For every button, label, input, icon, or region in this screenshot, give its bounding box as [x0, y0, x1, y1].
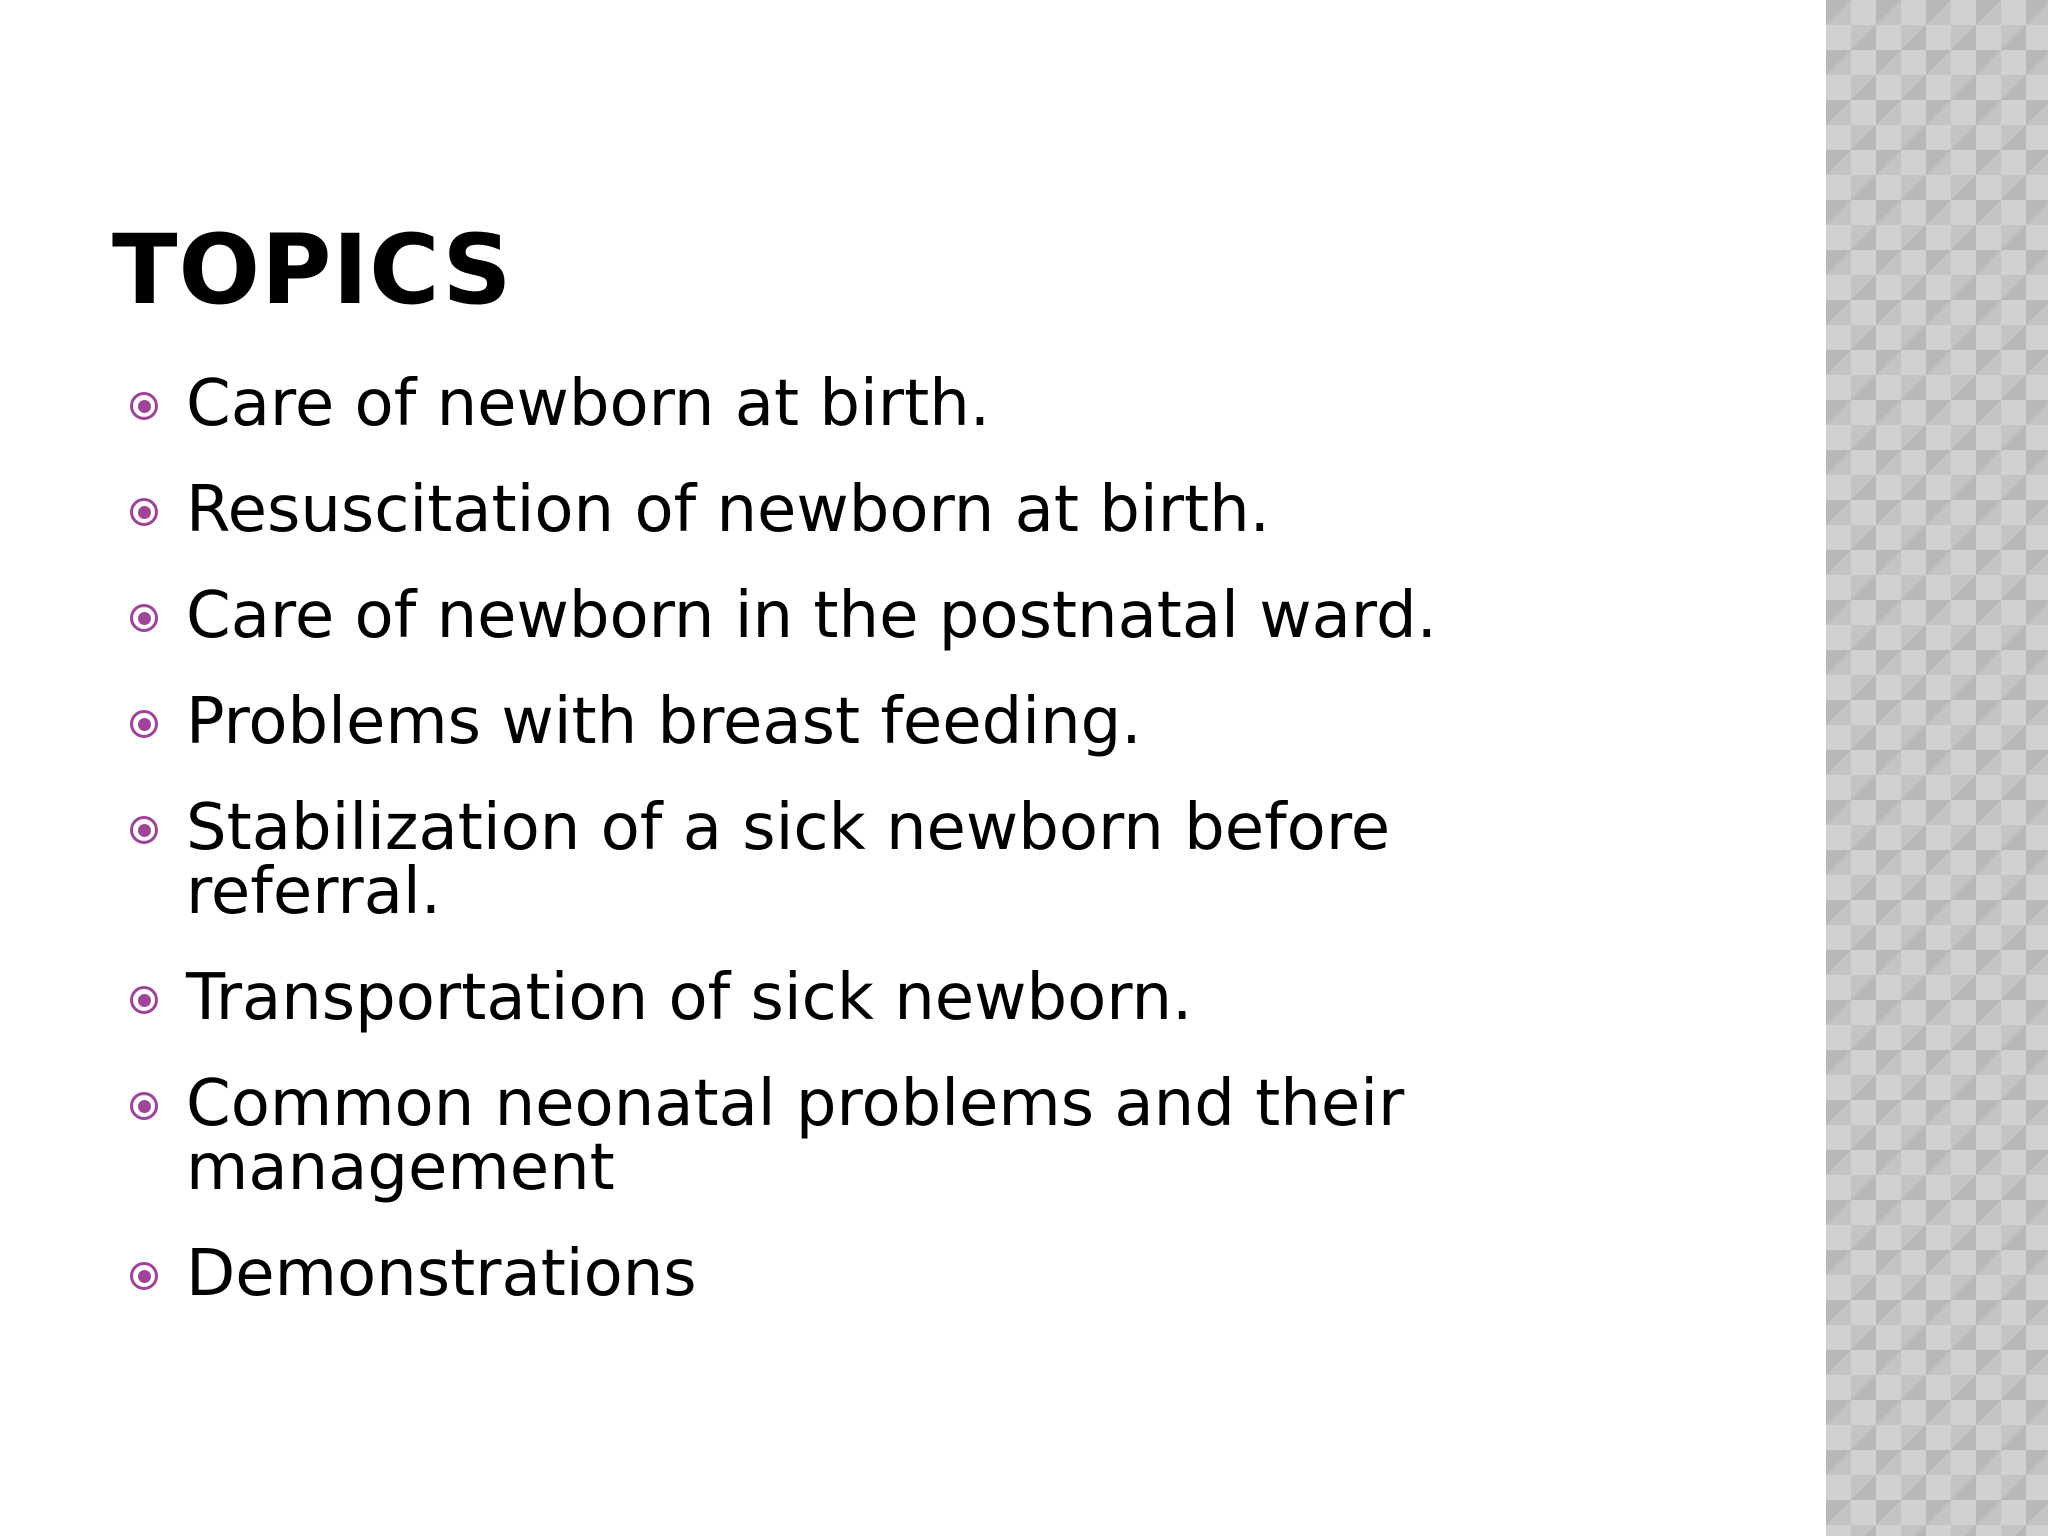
- circle-dot-bullet-icon: [130, 498, 158, 526]
- topic-item: [126, 791, 1486, 929]
- circle-dot-bullet-icon: [130, 986, 158, 1014]
- topic-item: [126, 1067, 1486, 1205]
- circle-dot-bullet-icon: [130, 1262, 158, 1290]
- topic-item: [126, 473, 1486, 547]
- circle-dot-bullet-icon: [130, 710, 158, 738]
- slide-title: TOPICS: [112, 214, 513, 326]
- topic-label: Transportation of sick newborn.: [186, 961, 1193, 1035]
- topic-label: Stabilization of a sick newborn before referral.: [186, 791, 1391, 929]
- topic-item: [126, 367, 1486, 441]
- topic-label: Care of newborn in the postnatal ward.: [186, 579, 1437, 653]
- topic-label: Problems with breast feeding.: [186, 685, 1142, 759]
- topic-label: Care of newborn at birth.: [186, 367, 991, 441]
- topic-item: [126, 685, 1486, 759]
- topic-item: [126, 579, 1486, 653]
- topic-label: Resuscitation of newborn at birth.: [186, 473, 1270, 547]
- topic-label: Demonstrations: [186, 1237, 697, 1311]
- circle-dot-bullet-icon: [130, 392, 158, 420]
- circle-dot-bullet-icon: [130, 1092, 158, 1120]
- topic-list: [126, 367, 1486, 1311]
- decorative-side-panel: [1826, 0, 2048, 1536]
- circle-dot-bullet-icon: [130, 816, 158, 844]
- circle-dot-bullet-icon: [130, 604, 158, 632]
- topic-label: Common neonatal problems and their management: [186, 1067, 1405, 1205]
- topic-item: [126, 961, 1486, 1035]
- topic-item: [126, 1237, 1486, 1311]
